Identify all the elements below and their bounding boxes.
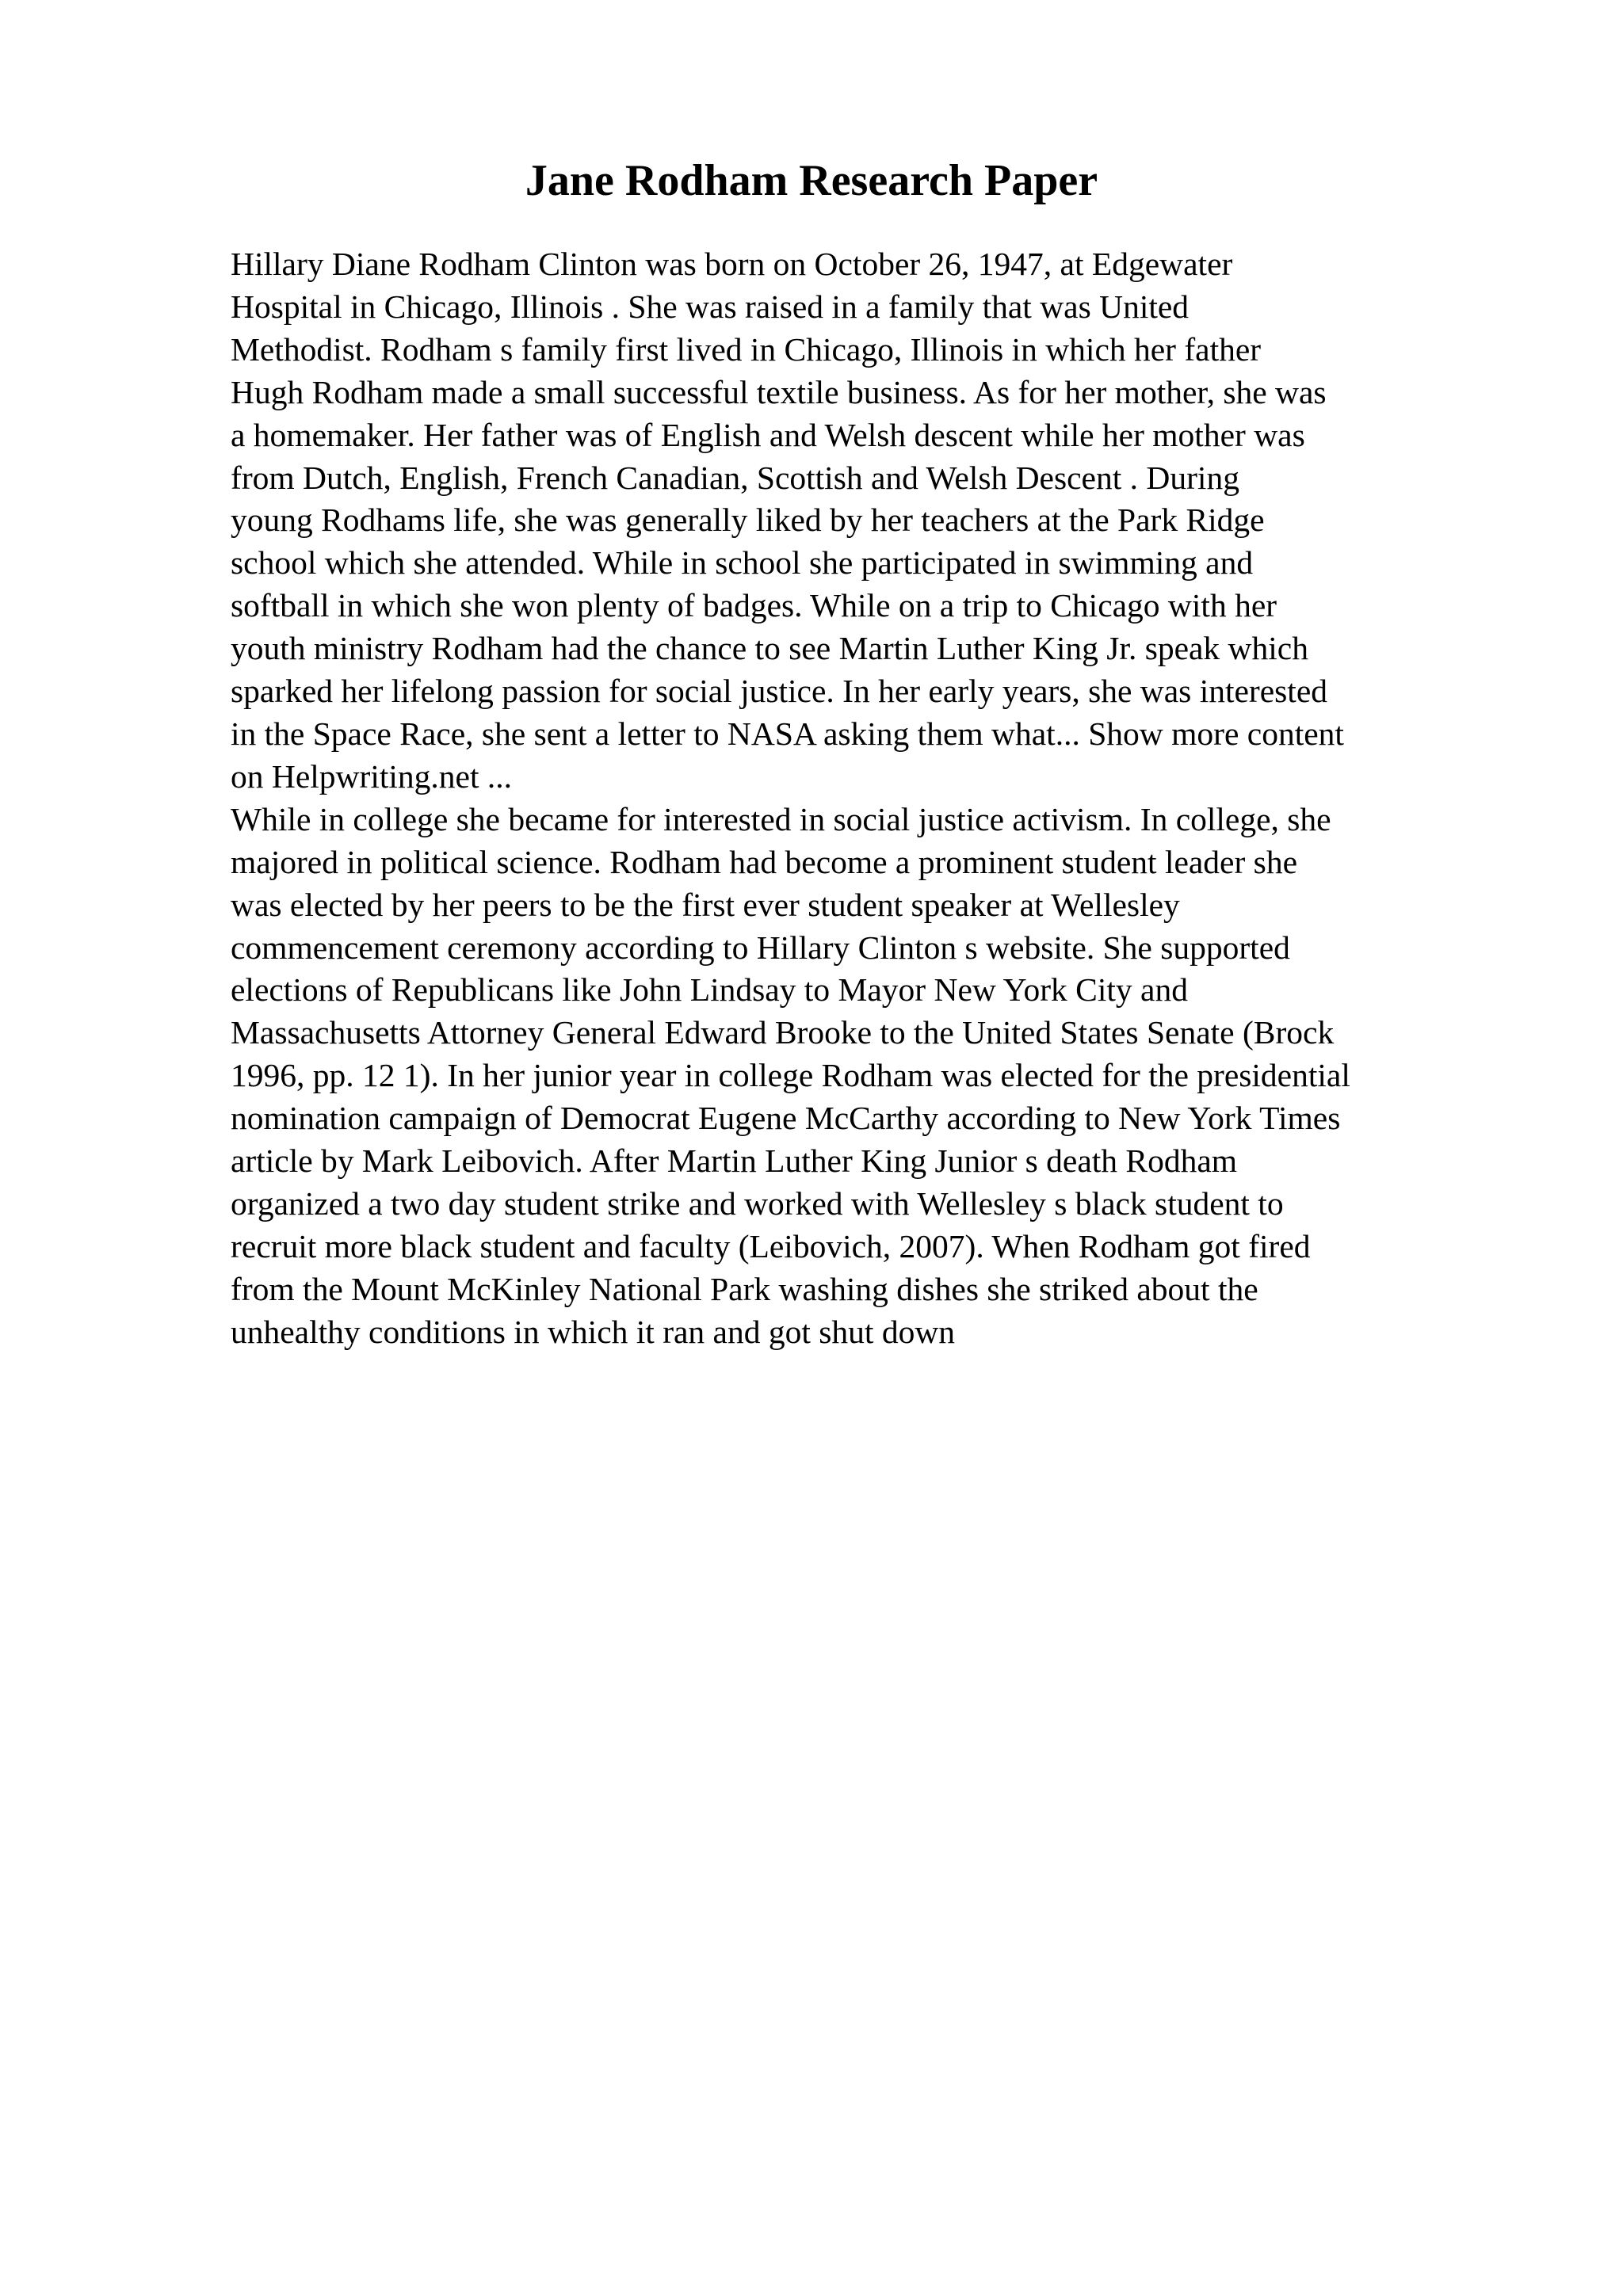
body-line: elections of Republicans like John Lindsay to Mayor New York City and — [231, 971, 1188, 1009]
document-body — [231, 243, 1530, 1354]
body-line: While in college she became for interested in social justice activism. In college, she — [231, 800, 1331, 837]
body-line: Massachusetts Attorney General Edward Brooke to the United States Senate (Brock — [231, 1014, 1335, 1051]
body-line: organized a two day student strike and worked with Wellesley s black student to — [231, 1184, 1284, 1222]
body-line: young Rodhams life, she was generally liked by her teachers at the Park Ridge — [231, 502, 1265, 539]
body-line: nomination campaign of Democrat Eugene McCarthy according to New York Times — [231, 1100, 1341, 1137]
body-line: on Helpwriting.net ... — [231, 757, 512, 795]
body-line: youth ministry Rodham had the chance to see Martin Luther King Jr. speak which — [231, 630, 1308, 667]
body-line: school which she attended. While in school she participated in swimming and — [231, 544, 1254, 582]
body-line: 1996, pp. 12 1). In her junior year in college Rodham was elected for the presidential — [231, 1057, 1350, 1094]
body-line: sparked her lifelong passion for social justice. In her early years, she was interested — [231, 673, 1328, 710]
body-line: softball in which she won plenty of badges. While on a trip to Chicago with her — [231, 587, 1277, 624]
body-line: was elected by her peers to be the first ever student speaker at Wellesley — [231, 886, 1180, 923]
body-line: from the Mount McKinley National Park washing dishes she striked about the — [231, 1270, 1258, 1307]
body-line: commencement ceremony according to Hillary Clinton s website. She supported — [231, 929, 1290, 966]
document-title: Jane Rodham Research Paper — [525, 156, 1098, 205]
body-line: majored in political science. Rodham had become a prominent student leader she — [231, 843, 1297, 880]
body-line: article by Mark Leibovich. After Martin Luther King Junior s death Rodham — [231, 1142, 1238, 1180]
body-line: unhealthy conditions in which it ran and got shut down — [231, 1313, 956, 1350]
body-line: Hospital in Chicago, Illinois . She was raised in a family that was United — [231, 288, 1190, 325]
body-line: Hugh Rodham made a small successful textile business. As for her mother, she was — [231, 373, 1327, 410]
body-line: Hillary Diane Rodham Clinton was born on October 26, 1947, at Edgewater — [231, 246, 1233, 282]
body-line: a homemaker. Her father was of English and Welsh descent while her mother was — [231, 416, 1305, 453]
body-line: Methodist. Rodham s family first lived in Chicago, Illinois in which her father — [231, 330, 1262, 368]
body-line: from Dutch, English, French Canadian, Scottish and Welsh Descent . During — [231, 459, 1239, 496]
body-line: recruit more black student and faculty (Leibovich, 2007). When Rodham got fired — [231, 1227, 1311, 1264]
body-line: in the Space Race, she sent a letter to NASA asking them what... Show more content — [231, 715, 1344, 752]
